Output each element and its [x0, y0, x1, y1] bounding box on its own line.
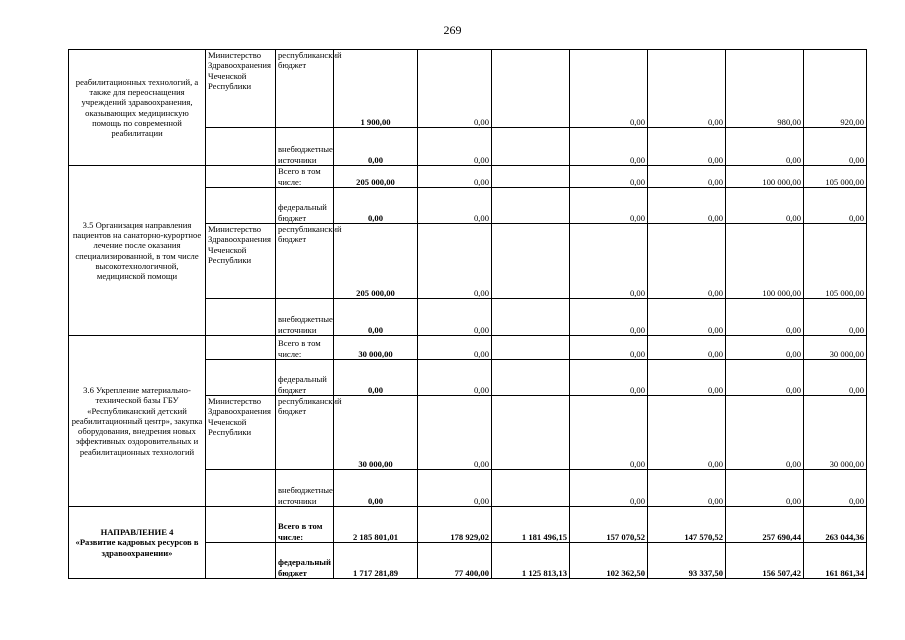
- page-number: 269: [443, 23, 462, 37]
- total-value: 1 900,00: [334, 50, 418, 128]
- value-cell: 0,00: [648, 224, 726, 299]
- value-cell: 102 362,50: [570, 543, 648, 579]
- empty-cell: [206, 166, 276, 188]
- value-cell: 0,00: [804, 188, 867, 224]
- value-cell: 0,00: [418, 470, 492, 507]
- table-row: [69, 336, 867, 360]
- value-cell: 0,00: [570, 128, 648, 166]
- table-row: [69, 50, 867, 128]
- direction-name: [69, 507, 206, 579]
- empty-cell: [206, 188, 276, 224]
- value-cell: 156 507,42: [726, 543, 804, 579]
- value-cell: 0,00: [726, 188, 804, 224]
- value-cell: 1 125 813,13: [492, 543, 570, 579]
- funding-source: республиканский бюджет: [276, 224, 334, 299]
- empty-cell: [206, 128, 276, 166]
- direction-title: НАПРАВЛЕНИЕ 4: [100, 527, 174, 538]
- empty-cell: [206, 360, 276, 396]
- value-cell: 0,00: [726, 396, 804, 470]
- funding-source: Всего в том числе:: [276, 507, 334, 543]
- funding-source: республиканский бюджет: [276, 396, 334, 470]
- value-cell: 0,00: [648, 50, 726, 128]
- funding-source: Всего в том числе:: [276, 336, 334, 360]
- value-cell: 0,00: [418, 396, 492, 470]
- measure-name: 3.6 Укрепление материально-технической базы ГБУ «Республиканский детский реабилитационный центр», закупка оборудования, внедрения новых эффективных оздоровительных и реабилитационных технологий: [69, 336, 206, 507]
- table-row: [69, 507, 867, 543]
- funding-source: внебюджетные источники: [276, 299, 334, 336]
- total-value: 2 185 801,01: [334, 507, 418, 543]
- value-cell: 0,00: [804, 360, 867, 396]
- value-cell: 157 070,52: [570, 507, 648, 543]
- value-cell: 0,00: [418, 360, 492, 396]
- value-cell: 0,00: [418, 128, 492, 166]
- table-row: [69, 166, 867, 188]
- value-cell: 0,00: [418, 336, 492, 360]
- value-cell: 0,00: [570, 336, 648, 360]
- value-cell: [492, 50, 570, 128]
- total-value: 0,00: [334, 360, 418, 396]
- value-cell: 0,00: [570, 50, 648, 128]
- value-cell: 263 044,36: [804, 507, 867, 543]
- value-cell: 100 000,00: [726, 166, 804, 188]
- value-cell: [492, 336, 570, 360]
- value-cell: 0,00: [726, 128, 804, 166]
- value-cell: 920,00: [804, 50, 867, 128]
- value-cell: 0,00: [648, 470, 726, 507]
- funding-source: Всего в том числе:: [276, 166, 334, 188]
- value-cell: 0,00: [570, 166, 648, 188]
- value-cell: [492, 396, 570, 470]
- total-value: 0,00: [334, 299, 418, 336]
- value-cell: 0,00: [804, 299, 867, 336]
- empty-cell: [206, 507, 276, 543]
- total-value: 0,00: [334, 470, 418, 507]
- value-cell: 105 000,00: [804, 166, 867, 188]
- value-cell: 0,00: [570, 299, 648, 336]
- funding-source: внебюджетные источники: [276, 128, 334, 166]
- value-cell: [492, 188, 570, 224]
- total-value: 0,00: [334, 128, 418, 166]
- value-cell: 0,00: [648, 336, 726, 360]
- empty-cell: [206, 299, 276, 336]
- value-cell: 0,00: [648, 166, 726, 188]
- value-cell: 0,00: [418, 188, 492, 224]
- executor: Министерство Здравоохранения Чеченской Республики: [206, 396, 276, 470]
- funding-source: республиканский бюджет: [276, 50, 334, 128]
- value-cell: 100 000,00: [726, 224, 804, 299]
- value-cell: [492, 166, 570, 188]
- value-cell: 105 000,00: [804, 224, 867, 299]
- value-cell: 93 337,50: [648, 543, 726, 579]
- value-cell: 161 861,34: [804, 543, 867, 579]
- value-cell: 0,00: [804, 470, 867, 507]
- value-cell: 0,00: [804, 128, 867, 166]
- total-value: 1 717 281,89: [334, 543, 418, 579]
- value-cell: 980,00: [726, 50, 804, 128]
- value-cell: 0,00: [418, 299, 492, 336]
- value-cell: 30 000,00: [804, 396, 867, 470]
- total-value: 30 000,00: [334, 336, 418, 360]
- value-cell: [492, 299, 570, 336]
- direction-subtitle: «Развитие кадровых ресурсов в здравоохранении»: [75, 537, 199, 558]
- value-cell: 0,00: [648, 128, 726, 166]
- value-cell: 0,00: [648, 396, 726, 470]
- budget-table: [68, 49, 867, 579]
- value-cell: 0,00: [570, 470, 648, 507]
- value-cell: 0,00: [570, 396, 648, 470]
- measure-name: реабилитационных технологий, а также для переоснащения учреждений здравоохранения, оказывающих медицинскую помощь по современной реабилитации: [69, 50, 206, 166]
- total-value: 205 000,00: [334, 224, 418, 299]
- value-cell: [492, 128, 570, 166]
- value-cell: [492, 224, 570, 299]
- value-cell: 77 400,00: [418, 543, 492, 579]
- value-cell: 30 000,00: [804, 336, 867, 360]
- empty-cell: [206, 336, 276, 360]
- executor: Министерство Здравоохранения Чеченской Республики: [206, 224, 276, 299]
- value-cell: 0,00: [648, 188, 726, 224]
- value-cell: 0,00: [570, 224, 648, 299]
- value-cell: [492, 360, 570, 396]
- value-cell: 0,00: [418, 166, 492, 188]
- total-value: 205 000,00: [334, 166, 418, 188]
- value-cell: 0,00: [570, 360, 648, 396]
- value-cell: [492, 470, 570, 507]
- total-value: 0,00: [334, 188, 418, 224]
- funding-source: федеральный бюджет: [276, 543, 334, 579]
- value-cell: 147 570,52: [648, 507, 726, 543]
- empty-cell: [206, 543, 276, 579]
- value-cell: 257 690,44: [726, 507, 804, 543]
- value-cell: 0,00: [648, 299, 726, 336]
- funding-source: федеральный бюджет: [276, 188, 334, 224]
- value-cell: 0,00: [726, 360, 804, 396]
- value-cell: 0,00: [418, 50, 492, 128]
- value-cell: 178 929,02: [418, 507, 492, 543]
- total-value: 30 000,00: [334, 396, 418, 470]
- value-cell: 0,00: [570, 188, 648, 224]
- value-cell: 0,00: [726, 336, 804, 360]
- measure-name: 3.5 Организация направления пациентов на санаторно-курортное лечение после оказания специализированной, в том числе высокотехнологичной, медицинской помощи: [69, 166, 206, 336]
- value-cell: 0,00: [648, 360, 726, 396]
- value-cell: 0,00: [726, 299, 804, 336]
- value-cell: 0,00: [418, 224, 492, 299]
- value-cell: 1 181 496,15: [492, 507, 570, 543]
- empty-cell: [206, 470, 276, 507]
- funding-source: внебюджетные источники: [276, 470, 334, 507]
- funding-source: федеральный бюджет: [276, 360, 334, 396]
- value-cell: 0,00: [726, 470, 804, 507]
- executor: Министерство Здравоохранения Чеченской Республики: [206, 50, 276, 128]
